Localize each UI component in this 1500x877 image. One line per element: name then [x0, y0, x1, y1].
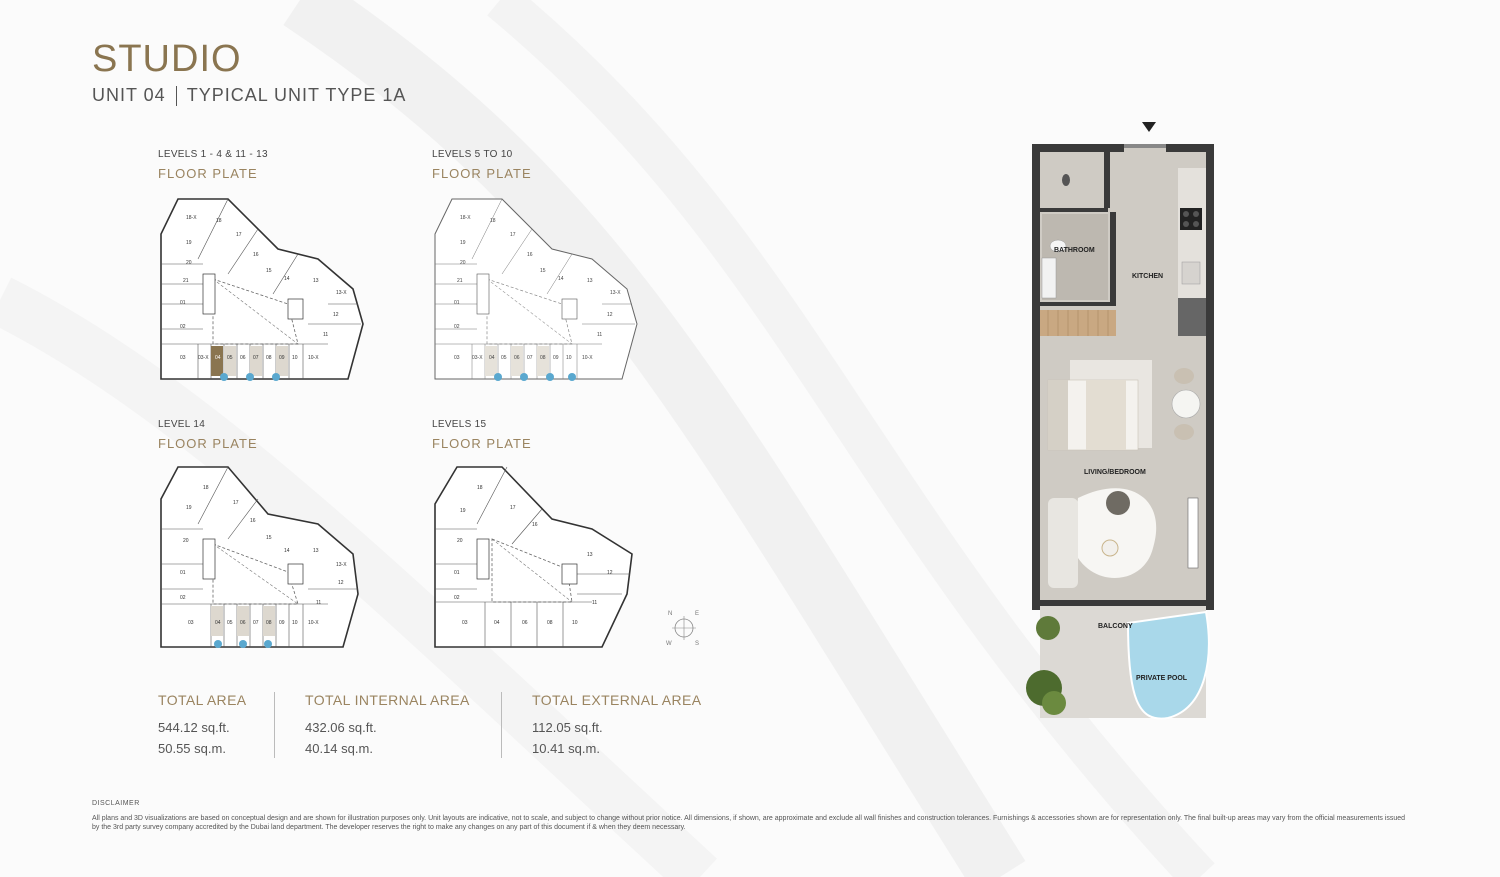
svg-text:13: 13 — [587, 278, 593, 284]
svg-text:01: 01 — [180, 300, 186, 306]
svg-text:19: 19 — [460, 240, 466, 246]
area-divider — [274, 692, 275, 758]
svg-text:02: 02 — [454, 324, 460, 330]
svg-text:09: 09 — [279, 620, 285, 626]
entrance-arrow-icon — [1142, 122, 1156, 132]
svg-text:10: 10 — [566, 355, 572, 361]
svg-text:13: 13 — [313, 278, 319, 284]
external-area-sqft: 112.05 sq.ft. — [532, 720, 603, 735]
svg-text:13-X: 13-X — [336, 562, 347, 568]
svg-text:16: 16 — [250, 518, 256, 524]
svg-text:14: 14 — [284, 276, 290, 282]
total-area-label: TOTAL AREA — [158, 692, 247, 708]
svg-text:16: 16 — [527, 252, 533, 258]
svg-text:05: 05 — [227, 620, 233, 626]
room-label-balcony: BALCONY — [1098, 623, 1133, 630]
compass-n: N — [668, 611, 673, 617]
svg-text:18-X: 18-X — [186, 215, 197, 221]
svg-text:07: 07 — [253, 355, 259, 361]
svg-text:18: 18 — [203, 485, 209, 491]
svg-text:12: 12 — [333, 312, 339, 318]
total-internal-area — [305, 692, 470, 759]
compass-icon — [666, 608, 706, 650]
svg-text:10: 10 — [572, 620, 578, 626]
svg-text:04: 04 — [489, 355, 495, 361]
room-label-bathroom: BATHROOM — [1054, 247, 1095, 254]
floor-plate-2 — [432, 149, 621, 361]
svg-text:10-X: 10-X — [308, 355, 319, 361]
svg-text:11: 11 — [597, 332, 603, 338]
floor-plate-drawing — [158, 194, 368, 384]
floor-plate-drawing — [158, 464, 368, 654]
floor-plate-level: LEVELS 1 - 4 & 11 - 13 — [158, 149, 268, 160]
svg-text:19: 19 — [186, 240, 192, 246]
unit-type: TYPICAL UNIT TYPE 1A — [186, 85, 407, 105]
total-area — [158, 692, 247, 759]
svg-text:17: 17 — [510, 505, 516, 511]
svg-text:06: 06 — [240, 620, 246, 626]
compass-s: S — [695, 641, 700, 647]
svg-text:06: 06 — [514, 355, 520, 361]
svg-text:06: 06 — [240, 355, 246, 361]
svg-text:06: 06 — [522, 620, 528, 626]
svg-text:01: 01 — [454, 300, 460, 306]
svg-text:18: 18 — [216, 218, 222, 224]
svg-text:10: 10 — [292, 355, 298, 361]
svg-text:09: 09 — [279, 355, 285, 361]
svg-text:12: 12 — [338, 580, 344, 586]
floor-plate-label: FLOOR PLATE — [432, 166, 532, 181]
external-area-sqm: 10.41 sq.m. — [532, 741, 600, 756]
svg-text:18: 18 — [490, 218, 496, 224]
disclaimer — [92, 800, 1412, 832]
svg-text:07: 07 — [527, 355, 533, 361]
svg-text:15: 15 — [266, 268, 272, 274]
svg-text:12: 12 — [607, 570, 613, 576]
svg-text:02: 02 — [454, 595, 460, 601]
floor-plate-drawing — [432, 464, 642, 654]
svg-text:04: 04 — [215, 620, 221, 626]
svg-text:21: 21 — [183, 278, 189, 284]
svg-text:15: 15 — [266, 535, 272, 541]
unit-floor-plan — [1018, 118, 1228, 730]
svg-text:10: 10 — [292, 620, 298, 626]
svg-text:13-X: 13-X — [336, 290, 347, 296]
svg-text:19: 19 — [460, 508, 466, 514]
svg-text:01: 01 — [180, 570, 186, 576]
svg-text:08: 08 — [547, 620, 553, 626]
floor-plate-1 — [158, 149, 347, 361]
subtitle-divider — [176, 86, 177, 106]
svg-text:09: 09 — [553, 355, 559, 361]
svg-text:11: 11 — [323, 332, 329, 338]
svg-text:20: 20 — [186, 260, 192, 266]
svg-text:02: 02 — [180, 324, 186, 330]
compass-w: W — [666, 641, 672, 647]
svg-text:11: 11 — [316, 600, 322, 606]
internal-area-sqm: 40.14 sq.m. — [305, 741, 373, 756]
floor-plate-3 — [158, 419, 347, 626]
svg-text:14: 14 — [284, 548, 290, 554]
area-divider — [501, 692, 502, 758]
svg-text:16: 16 — [253, 252, 259, 258]
floor-plate-label: FLOOR PLATE — [158, 436, 258, 451]
svg-text:03: 03 — [188, 620, 194, 626]
floor-plate-label: FLOOR PLATE — [432, 436, 532, 451]
page-subtitle — [92, 85, 406, 106]
disclaimer-heading: DISCLAIMER — [92, 800, 140, 807]
floor-plate-level: LEVELS 5 TO 10 — [432, 149, 513, 160]
svg-text:13-X: 13-X — [610, 290, 621, 296]
internal-area-sqft: 432.06 sq.ft. — [305, 720, 377, 735]
compass-e: E — [695, 611, 700, 617]
svg-text:18: 18 — [477, 485, 483, 491]
svg-text:01: 01 — [454, 570, 460, 576]
total-external-area — [532, 692, 701, 759]
svg-text:15: 15 — [540, 268, 546, 274]
unit-number: UNIT 04 — [92, 85, 166, 105]
svg-text:05: 05 — [501, 355, 507, 361]
svg-text:11: 11 — [592, 600, 598, 606]
svg-text:18-X: 18-X — [460, 215, 471, 221]
svg-text:13: 13 — [587, 552, 593, 558]
svg-text:17: 17 — [510, 232, 516, 238]
svg-text:04: 04 — [494, 620, 500, 626]
svg-text:03-X: 03-X — [472, 355, 483, 361]
floor-plate-label: FLOOR PLATE — [158, 166, 258, 181]
room-label-living: LIVING/BEDROOM — [1084, 469, 1146, 476]
svg-text:16: 16 — [532, 522, 538, 528]
room-label-pool: PRIVATE POOL — [1136, 675, 1188, 682]
floor-plate-level: LEVEL 14 — [158, 419, 206, 430]
svg-text:20: 20 — [460, 260, 466, 266]
svg-text:12: 12 — [607, 312, 613, 318]
total-area-sqft: 544.12 sq.ft. — [158, 720, 230, 735]
svg-text:17: 17 — [236, 232, 242, 238]
svg-text:19: 19 — [186, 505, 192, 511]
floor-plate-4 — [432, 419, 613, 626]
svg-text:03: 03 — [462, 620, 468, 626]
svg-text:08: 08 — [540, 355, 546, 361]
svg-text:04: 04 — [215, 355, 221, 361]
disclaimer-text: All plans and 3D visualizations are based on conceptual design and are shown for illustration purposes only. Unit layouts are indicative, not to scale, and subject to change without prior notice. All dimensions, if shown, are approximate and exclude all wall finishes and construction tolerances. Furnishings & accessories shown are for representation only. The final built-up areas may vary from the official measurements issued by the 3rd party survey company accredited by the Dubai land department. The developer reserves the right to make any changes on any part of this document if & when they deem necessary. — [92, 815, 1406, 831]
svg-text:21: 21 — [457, 278, 463, 284]
room-label-kitchen: KITCHEN — [1132, 273, 1164, 280]
svg-text:08: 08 — [266, 355, 272, 361]
floor-plate-level: LEVELS 15 — [432, 419, 487, 430]
svg-text:10-X: 10-X — [308, 620, 319, 626]
svg-text:20: 20 — [183, 538, 189, 544]
svg-text:10-X: 10-X — [582, 355, 593, 361]
total-area-sqm: 50.55 sq.m. — [158, 741, 226, 756]
internal-area-label: TOTAL INTERNAL AREA — [305, 692, 470, 708]
external-area-label: TOTAL EXTERNAL AREA — [532, 692, 702, 708]
page-title: STUDIO — [92, 38, 242, 80]
svg-text:03-X: 03-X — [198, 355, 209, 361]
svg-text:05: 05 — [227, 355, 233, 361]
svg-text:03: 03 — [180, 355, 186, 361]
svg-text:13: 13 — [313, 548, 319, 554]
floor-plate-drawing — [432, 194, 642, 384]
svg-text:02: 02 — [180, 595, 186, 601]
svg-text:17: 17 — [233, 500, 239, 506]
svg-text:03: 03 — [454, 355, 460, 361]
svg-text:20: 20 — [457, 538, 463, 544]
svg-text:08: 08 — [266, 620, 272, 626]
svg-text:07: 07 — [253, 620, 259, 626]
svg-text:14: 14 — [558, 276, 564, 282]
